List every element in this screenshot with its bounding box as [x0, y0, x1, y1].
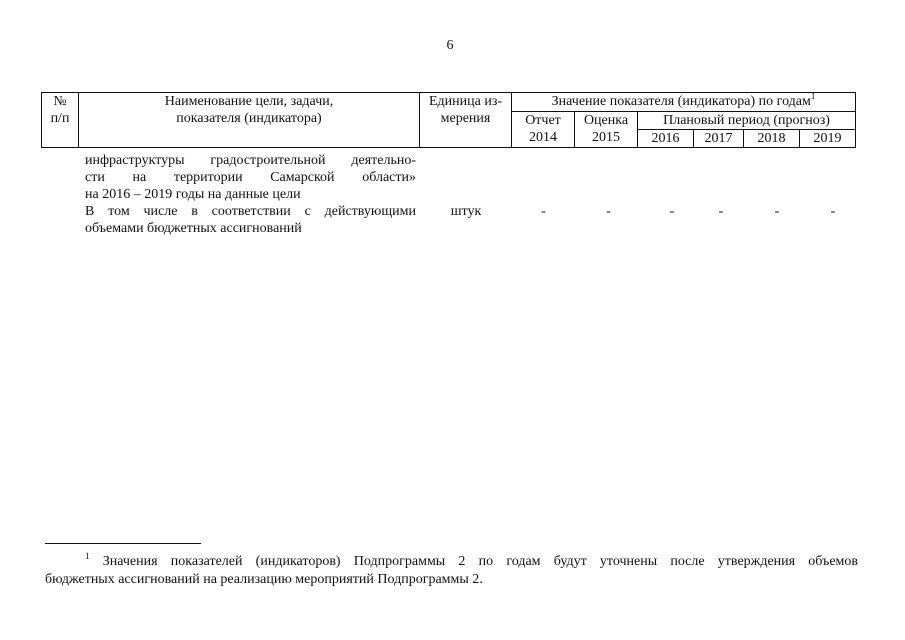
header-name-line1: Наименование цели, задачи, [164, 94, 334, 109]
item-unit: штук [450, 204, 482, 219]
continuation-line: на 2016 – 2019 годы на данные цели [85, 187, 301, 202]
item-line: объемами бюджетных ассигнований [85, 221, 302, 236]
header-number-sub: п/п [50, 111, 70, 126]
footnote-mark: 1 [85, 551, 90, 561]
header-plan-period: Плановый период (прогноз) [638, 112, 856, 130]
footnote-line1-text: Значения показателей (индикаторов) Подпрограммы 2 по годам будут уточнены после утверждения объемов [102, 554, 858, 569]
header-name-line2: показателя (индикатора) [176, 111, 322, 126]
header-year-2017: 2017 [694, 130, 744, 148]
item-value-2018: - [774, 204, 780, 219]
header-values-title [512, 93, 856, 112]
header-estimate [575, 112, 638, 148]
header-unit-line1: Единица из- [428, 94, 503, 109]
header-name [79, 93, 420, 148]
header-unit [420, 93, 512, 148]
item-line: В том числе в соответствии с действующими [85, 204, 416, 219]
header-report-year: 2014 [529, 130, 557, 145]
header-number-symbol: № [53, 94, 67, 109]
continuation-line: инфраструктуры градостроительной деятельно- [85, 153, 416, 168]
continuation-line: сти на территории Самарской области» [85, 170, 416, 185]
indicator-table-header [41, 92, 856, 148]
header-report [512, 112, 575, 148]
header-number [42, 93, 79, 148]
item-value-2014: - [541, 204, 546, 219]
footnote [45, 553, 858, 589]
header-estimate-year: 2015 [592, 130, 620, 145]
header-year-2016: 2016 [638, 130, 694, 148]
item-value-2017: - [718, 204, 724, 219]
header-year-2019: 2019 [800, 130, 856, 148]
item-value-2016: - [669, 204, 675, 219]
footnote-divider [45, 543, 201, 544]
header-footnote-mark: 1 [810, 91, 816, 101]
header-unit-line2: мерения [440, 111, 491, 126]
header-estimate-label: Оценка [583, 113, 629, 128]
item-value-2015: - [606, 204, 611, 219]
footnote-line1 [45, 553, 858, 571]
item-value-2019: - [830, 204, 836, 219]
header-values-title-text: Значение показателя (индикатора) по годам [551, 94, 811, 109]
page-number: 6 [446, 38, 454, 53]
header-report-label: Отчет [525, 113, 561, 128]
footnote-line2: бюджетных ассигнований на реализацию мероприятий Подпрограммы 2. [45, 572, 483, 587]
header-year-2018: 2018 [744, 130, 800, 148]
